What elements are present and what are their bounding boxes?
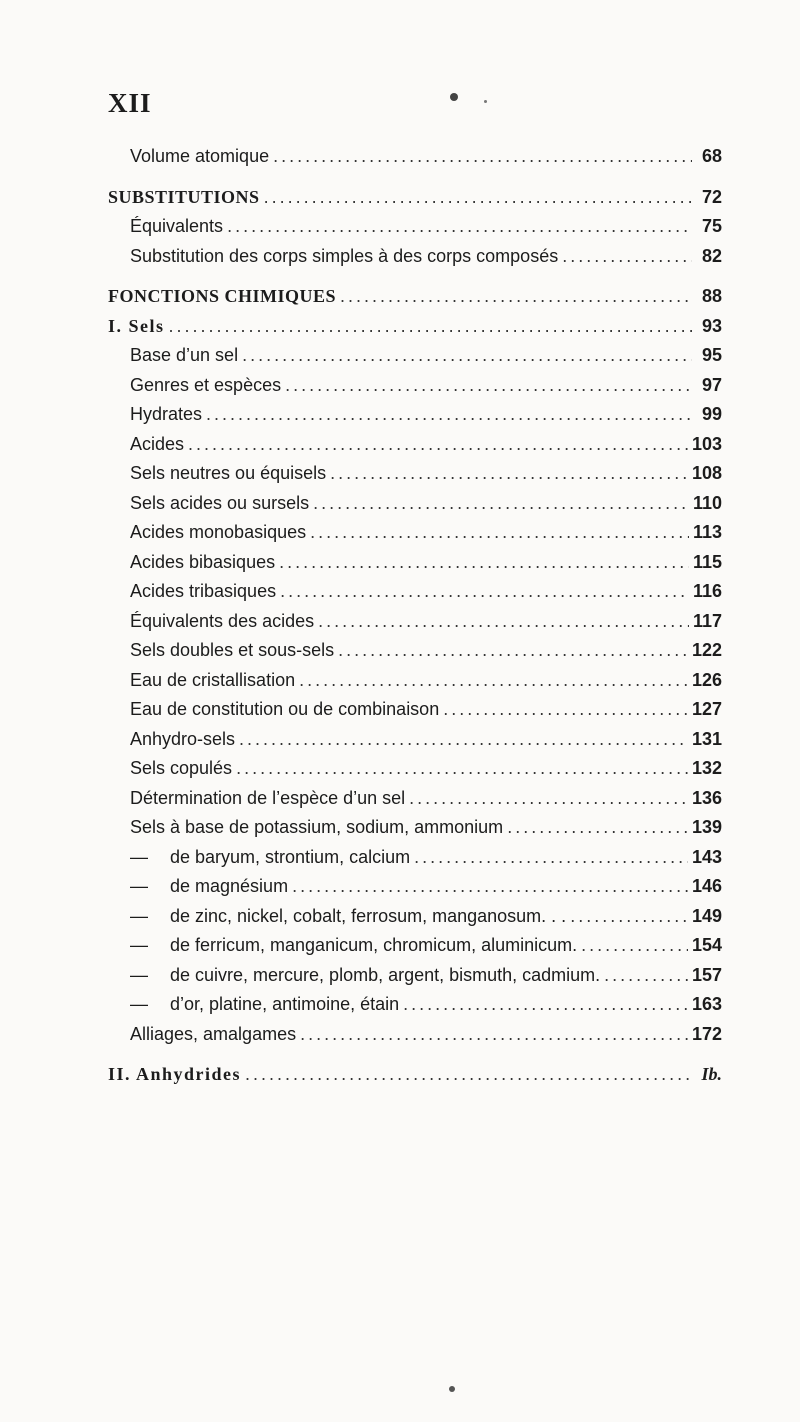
dot-leader: [279, 548, 689, 578]
toc-entry-title: [130, 843, 410, 873]
toc-entry-page: 172: [691, 1023, 722, 1044]
toc-entry-text: de baryum, strontium, calcium: [170, 846, 411, 867]
toc-entry-title: I. Sels: [108, 315, 165, 336]
dot-leader: [273, 142, 692, 172]
dot-leader: [403, 990, 688, 1020]
dot-leader: [292, 872, 688, 902]
toc-subsection-heading: [108, 1060, 722, 1090]
toc-entry: [108, 430, 722, 460]
toc-entry: [108, 341, 722, 371]
toc-entry-page: 116: [692, 581, 722, 601]
toc-entry: [108, 784, 722, 814]
toc-entry-title: [130, 990, 399, 1020]
toc-entry: [108, 212, 722, 242]
ditto-dash: —: [130, 935, 148, 955]
dot-leader: [313, 489, 689, 519]
dot-leader: [581, 931, 688, 961]
toc-entry-title: Hydrates: [130, 404, 203, 424]
dot-leader: [206, 400, 692, 430]
toc-entry-text: de ferricum, manganicum, chromicum, aluminicum.: [170, 935, 578, 955]
ditto-dash: —: [130, 905, 148, 926]
toc-entry-title: Sels doubles et sous-sels: [130, 640, 335, 660]
toc-entry: [108, 666, 722, 696]
toc-entry-page: 82: [701, 245, 722, 266]
toc-entry-title: Sels à base de potassium, sodium, ammonium: [130, 817, 504, 837]
ink-spot-bottom: [449, 1386, 455, 1392]
toc-entry-title: Détermination de l’espèce d’un sel: [130, 787, 406, 808]
toc-entry-page: 99: [701, 404, 722, 424]
toc-subentry: [108, 931, 722, 961]
toc-entry-title: [130, 902, 566, 932]
toc-entry-title: Équivalents: [130, 216, 224, 236]
dot-leader: [188, 430, 688, 460]
toc-entry-title: Sels neutres ou équisels: [130, 463, 327, 483]
toc-entry-page: 157: [691, 964, 722, 985]
toc-entry: [108, 1020, 722, 1050]
dot-leader: [570, 902, 688, 932]
toc-entry-page: 163: [691, 994, 722, 1014]
toc-entry-page: 103: [691, 433, 722, 454]
toc-entry-page: 93: [701, 315, 722, 336]
toc-entry: [108, 242, 722, 272]
toc-entry: [108, 142, 722, 172]
toc-entry-page: 143: [691, 846, 722, 867]
toc-entry-page: 139: [691, 817, 722, 837]
toc-subentry: [108, 843, 722, 873]
toc-subsection-heading: [108, 312, 722, 342]
toc-entry: [108, 548, 722, 578]
dot-leader: [414, 843, 688, 873]
toc-entry-page: 97: [701, 374, 722, 395]
toc-entry-page: 75: [701, 216, 722, 236]
toc-entry-title: Équivalents des acides: [130, 610, 315, 631]
toc-entry-title: SUBSTITUTIONS: [108, 186, 260, 207]
toc-entry-title: Alliages, amalgames: [130, 1023, 297, 1044]
toc-entry: [108, 489, 722, 519]
toc-subentry: [108, 961, 722, 991]
toc-entry-page: 146: [691, 876, 722, 896]
toc-entry-page: 95: [701, 345, 722, 365]
dot-leader: [239, 725, 688, 755]
toc-entry: [108, 695, 722, 725]
toc-entry-page: 127: [691, 699, 722, 719]
toc-entry-page: 126: [691, 669, 722, 690]
toc-entry-title: Sels acides ou sursels: [130, 492, 310, 513]
dot-leader: [318, 607, 689, 637]
dot-leader: [242, 341, 692, 371]
toc-entry: [108, 754, 722, 784]
toc-entry-page: 88: [701, 286, 722, 306]
toc-entry-page: 132: [691, 758, 722, 778]
ditto-dash: —: [130, 994, 148, 1014]
dot-leader: [285, 371, 692, 401]
dot-leader: [443, 695, 688, 725]
toc-entry-title: Eau de constitution ou de combinaison: [130, 699, 440, 719]
toc-entry: [108, 607, 722, 637]
dot-leader: [227, 212, 692, 242]
toc-entry-page: 110: [692, 492, 722, 513]
ink-spot: [450, 93, 458, 101]
dot-leader: [236, 754, 688, 784]
dot-leader: [604, 961, 688, 991]
toc-entry-page: 154: [691, 935, 722, 955]
toc-section-heading: [108, 183, 722, 213]
dot-leader: [264, 183, 692, 213]
toc-entry-title: Acides tribasiques: [130, 581, 277, 601]
toc-entry-title: Acides bibasiques: [130, 551, 276, 572]
toc-section-heading: [108, 282, 722, 312]
ditto-dash: —: [130, 876, 148, 896]
ink-speck: [484, 100, 487, 103]
dot-leader: [409, 784, 688, 814]
toc-entry: [108, 813, 722, 843]
dot-leader: [299, 666, 688, 696]
toc-entry-page: Ib.: [701, 1064, 722, 1084]
toc-entry-title: FONCTIONS CHIMIQUES: [108, 286, 337, 306]
toc-entry-page: 122: [691, 640, 722, 660]
ditto-dash: —: [130, 846, 148, 867]
dot-leader: [245, 1060, 692, 1090]
toc-entry: [108, 577, 722, 607]
table-of-contents: [108, 142, 722, 1090]
toc-entry-title: Base d’un sel: [130, 345, 239, 365]
toc-entry-title: Genres et espèces: [130, 374, 282, 395]
dot-leader: [562, 242, 692, 272]
toc-entry-text: de zinc, nickel, cobalt, ferrosum, manganosum. . .: [170, 905, 567, 926]
toc-entry: [108, 636, 722, 666]
toc-entry-title: Sels copulés: [130, 758, 233, 778]
dot-leader: [340, 282, 692, 312]
dot-leader: [280, 577, 689, 607]
toc-entry-page: 136: [691, 787, 722, 808]
toc-entry: [108, 459, 722, 489]
toc-subentry: [108, 872, 722, 902]
toc-entry-page: 117: [692, 610, 722, 631]
toc-entry-text: d’or, platine, antimoine, étain: [170, 994, 400, 1014]
toc-entry: [108, 725, 722, 755]
ditto-dash: —: [130, 964, 148, 985]
dot-leader: [338, 636, 688, 666]
toc-entry-title: Volume atomique: [130, 146, 270, 166]
dot-leader: [169, 312, 692, 342]
toc-entry-title: [130, 872, 288, 902]
toc-entry-title: Acides: [130, 433, 185, 454]
page-number: XII: [108, 88, 152, 118]
toc-entry: [108, 400, 722, 430]
toc-subentry: [108, 902, 722, 932]
toc-entry-text: de cuivre, mercure, plomb, argent, bismuth, cadmium.: [170, 964, 601, 985]
toc-entry-text: de magnésium: [170, 876, 289, 896]
dot-leader: [330, 459, 688, 489]
dot-leader: [300, 1020, 688, 1050]
toc-entry-page: 68: [701, 146, 722, 166]
toc-entry-title: II. Anhydrides: [108, 1064, 242, 1084]
toc-entry-page: 108: [691, 463, 722, 483]
toc-entry: [108, 518, 722, 548]
toc-entry-title: Acides monobasiques: [130, 522, 307, 542]
toc-entry-page: 115: [692, 551, 722, 572]
toc-entry-page: 72: [701, 186, 722, 207]
dot-leader: [310, 518, 689, 548]
dot-leader: [507, 813, 688, 843]
toc-entry-page: 113: [692, 522, 722, 542]
toc-entry-title: Anhydro-sels: [130, 728, 236, 749]
toc-entry-title: Eau de cristallisation: [130, 669, 296, 690]
toc-entry-title: Substitution des corps simples à des corps composés: [130, 245, 559, 266]
toc-entry-page: 131: [691, 728, 722, 749]
toc-entry: [108, 371, 722, 401]
toc-entry-page: 149: [691, 905, 722, 926]
toc-subentry: [108, 990, 722, 1020]
toc-entry-title: [130, 961, 600, 991]
toc-entry-title: [130, 931, 577, 961]
